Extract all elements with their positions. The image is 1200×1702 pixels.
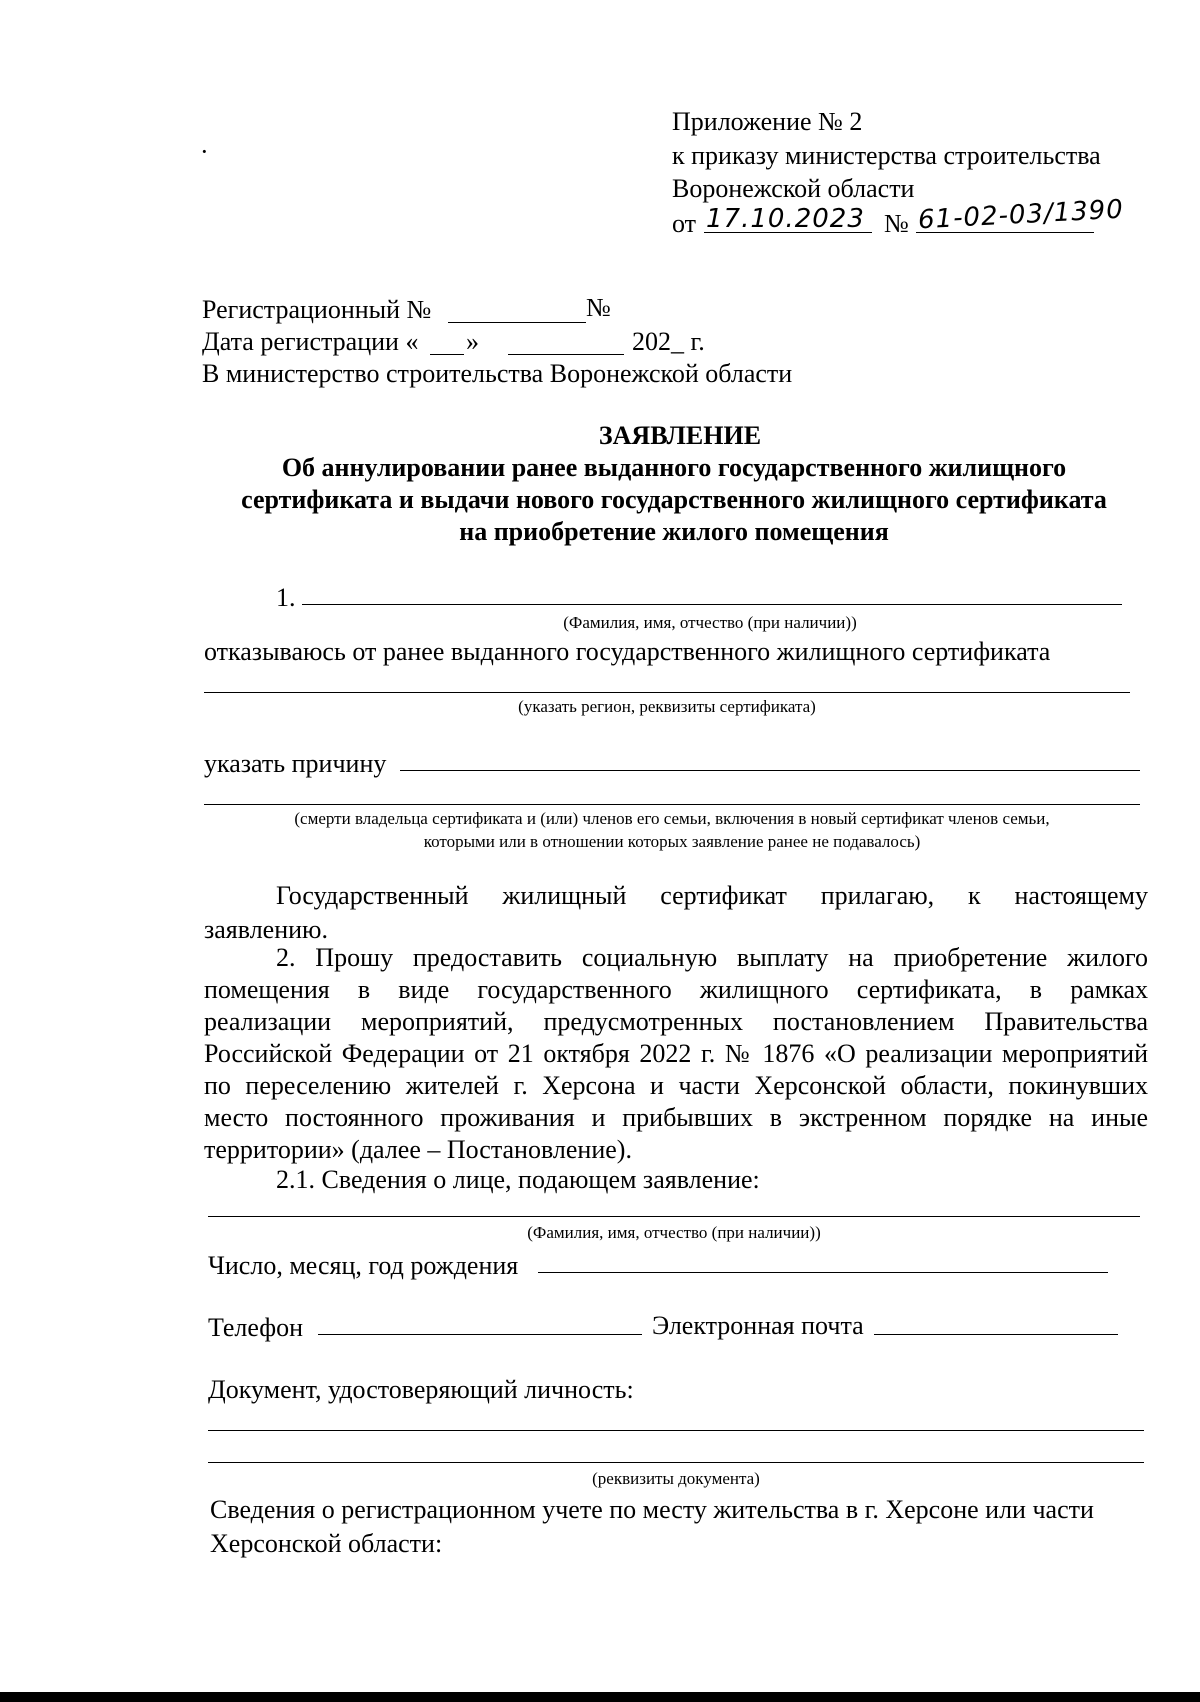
registration-number-line — [448, 322, 586, 323]
section1-reason-caption-2: которыми или в отношении которых заявление ранее не подавалось) — [423, 832, 921, 851]
section1-fio-caption: (Фамилия, имя, отчество (при наличии)) — [563, 613, 857, 632]
applicant-email-label: Электронная почта — [652, 1311, 864, 1340]
section1-region-line — [204, 692, 1130, 693]
section1-reason-line-2 — [204, 804, 1140, 805]
registration-number-label: Регистрационный № — [202, 295, 432, 324]
appendix-line3: Воронежской области — [672, 174, 915, 203]
paragraph2-line7: территории» (далее – Постановление). — [204, 1135, 632, 1164]
appendix-number-underline — [916, 232, 1094, 233]
applicant-phone-line — [318, 1334, 642, 1335]
applicant-birth-line — [538, 1272, 1108, 1273]
section1-reason-label: указать причину — [204, 749, 387, 778]
applicant-email-line — [874, 1334, 1118, 1335]
appendix-num-label: № — [884, 209, 909, 238]
paragraph1-line1: Государственный жилищный сертификат прилагаю, к настоящему — [276, 881, 1148, 910]
applicant-phone-label: Телефон — [208, 1313, 304, 1342]
document-subtitle-3: на приобретение жилого помещения — [459, 517, 889, 546]
stray-dot: · — [200, 137, 209, 166]
document-title: ЗАЯВЛЕНИЕ — [598, 421, 762, 450]
paragraph2-line4: Российской Федерации от 21 октября 2022 г. № 1876 «О реализации мероприятий — [204, 1039, 1148, 1068]
paragraph2-line1: 2. Прошу предоставить социальную выплату на приобретение жилого — [276, 943, 1148, 972]
appendix-line2: к приказу министерства строительства — [672, 141, 1101, 170]
applicant-document-line-2 — [208, 1462, 1144, 1463]
registration-number-sign: № — [586, 293, 611, 322]
applicant-birth-label: Число, месяц, год рождения — [208, 1251, 519, 1280]
registration-date-label: Дата регистрации « — [202, 327, 419, 356]
applicant-document-label: Документ, удостоверяющий личность: — [208, 1375, 634, 1404]
section1-fio-line — [302, 604, 1122, 605]
registration-day-line — [430, 354, 464, 355]
section1-refuse-text: отказываюсь от ранее выданного государственного жилищного сертификата — [204, 637, 1051, 666]
registration-ministry: В министерство строительства Воронежской области — [202, 359, 793, 388]
applicant-document-line-1 — [208, 1430, 1144, 1431]
document-subtitle-1: Об аннулировании ранее выданного государственного жилищного — [281, 453, 1067, 482]
appendix-number-handwritten: 61-02-03/1390 — [917, 194, 1125, 236]
paragraph2-line3: реализации мероприятий, предусмотренных постановлением Правительства — [204, 1007, 1148, 1036]
appendix-date-handwritten: 17.10.2023 — [706, 204, 865, 234]
paragraph1-line2: заявлению. — [204, 915, 328, 944]
applicant-registration-text-1: Сведения о регистрационном учете по месту жительства в г. Херсоне или части — [210, 1495, 1094, 1524]
paragraph21: 2.1. Сведения о лице, подающем заявление: — [276, 1165, 760, 1194]
registration-month-line — [508, 354, 624, 355]
applicant-document-caption: (реквизиты документа) — [592, 1469, 760, 1488]
appendix-line1: Приложение № 2 — [672, 107, 863, 136]
section1-reason-line — [400, 770, 1140, 771]
paragraph2-line2: помещения в виде государственного жилищного сертификата, в рамках — [204, 975, 1148, 1004]
appendix-from-label: от — [672, 209, 697, 238]
applicant-registration-text-2: Херсонской области: — [210, 1529, 443, 1558]
registration-date-mid: » — [466, 327, 479, 356]
registration-year: 202_ г. — [632, 327, 705, 356]
section1-region-caption: (указать регион, реквизиты сертификата) — [518, 697, 816, 716]
paragraph2-line6: место постоянного проживания и прибывших в экстренном порядке на иные — [204, 1103, 1148, 1132]
section1-reason-caption-1: (смерти владельца сертификата и (или) членов его семьи, включения в новый сертификат членов семьи, — [294, 809, 1050, 828]
section1-number: 1. — [276, 583, 296, 612]
scan-bottom-edge — [0, 1692, 1200, 1702]
paragraph2-line5: по переселению жителей г. Херсона и части Херсонской области, покинувших — [204, 1071, 1148, 1100]
document-subtitle-2: сертификата и выдачи нового государственного жилищного сертификата — [241, 485, 1107, 514]
applicant-fio-line — [208, 1216, 1140, 1217]
applicant-fio-caption: (Фамилия, имя, отчество (при наличии)) — [527, 1223, 821, 1242]
appendix-date-underline — [704, 232, 872, 233]
